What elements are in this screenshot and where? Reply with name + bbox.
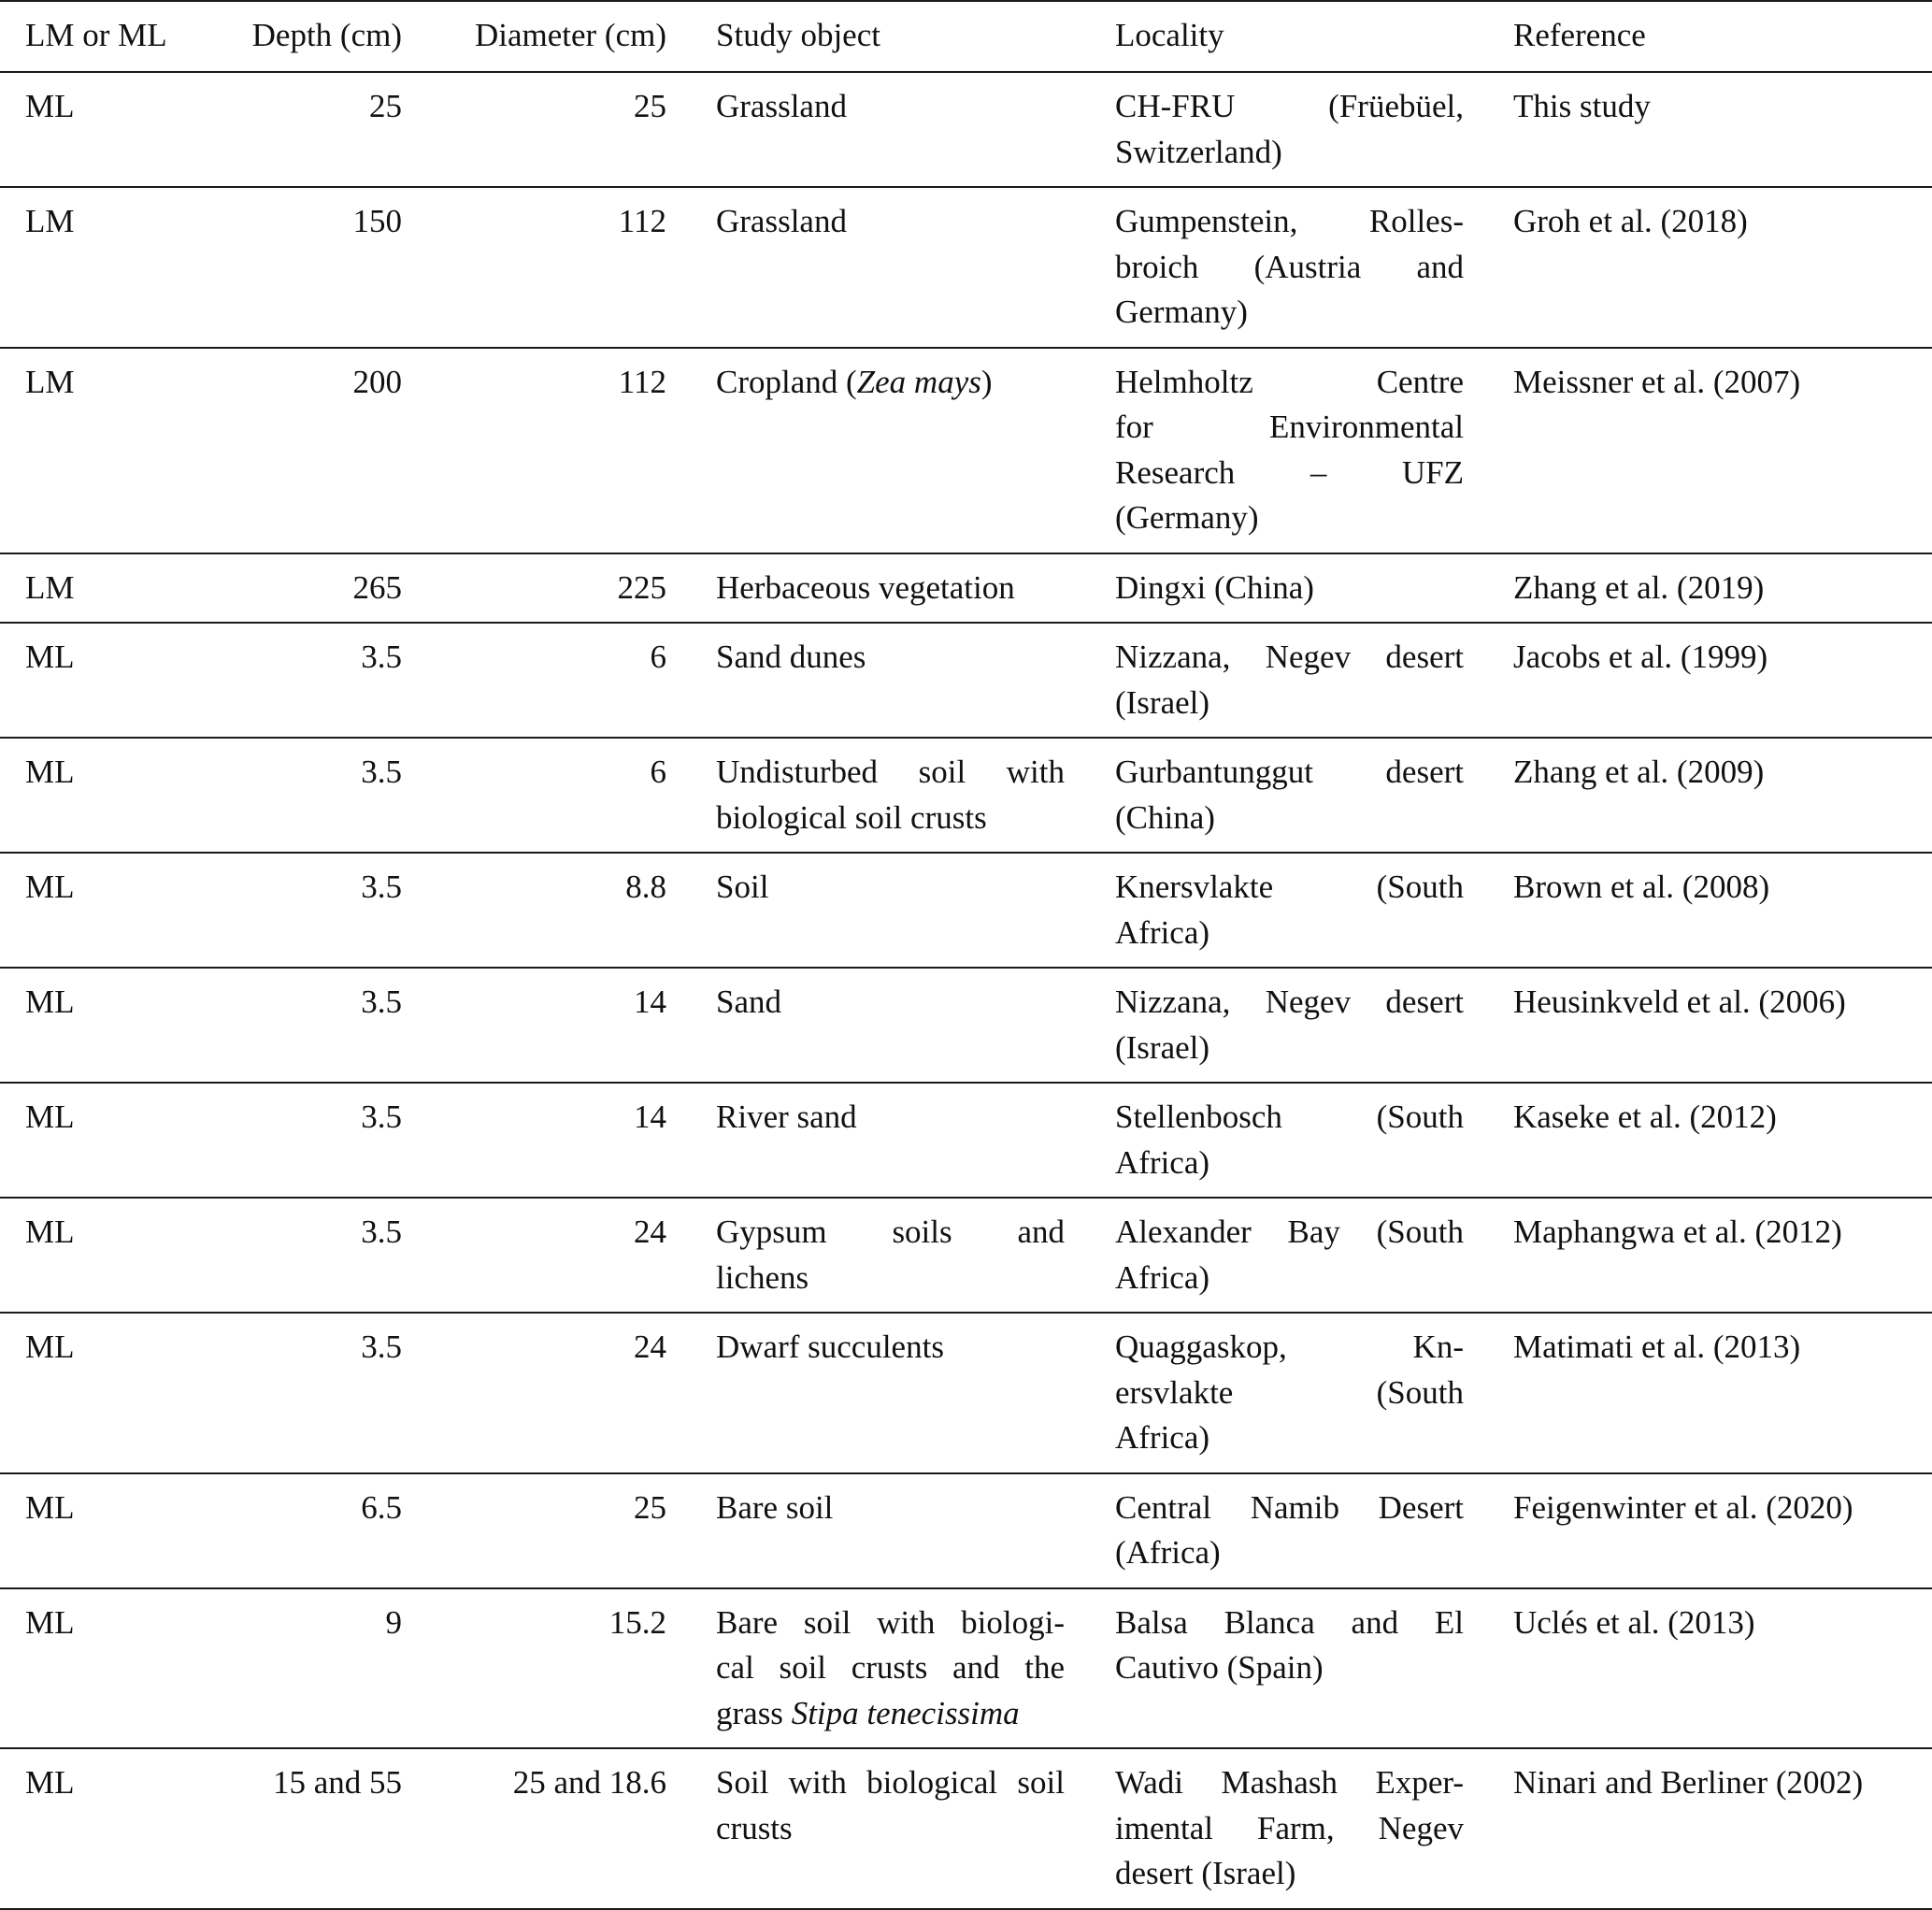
cell-type: LM [25, 568, 75, 606]
cell-study-object [716, 980, 1065, 1026]
locality-line: Dingxi (China) [1115, 568, 1314, 606]
study-object-line: Dwarf succulents [716, 1328, 944, 1365]
study-object-line: biological soil crusts [716, 798, 987, 836]
cell-study-object [716, 750, 1065, 840]
locality-line: Research – UFZ [1115, 453, 1464, 491]
cell-reference: Ninari and Berliner (2002) [1513, 1764, 1864, 1801]
species-name: Stipa tenecissima [791, 1694, 1020, 1731]
cell-locality [1115, 199, 1464, 336]
cell-type: ML [25, 1099, 75, 1135]
locality-line: Germany) [1115, 294, 1248, 330]
cell-type: ML [25, 754, 75, 790]
cell-diameter: 25 and 18.6 [512, 1764, 666, 1801]
cell-study-object [716, 360, 1065, 406]
locality-line: broich (Austria and [1115, 248, 1464, 285]
cell-diameter: 25 [634, 1488, 666, 1526]
study-object-line: Grassland [716, 203, 847, 239]
cell-type: ML [25, 88, 75, 124]
header-depth: Depth (cm) [251, 17, 402, 53]
cell-depth: 3.5 [361, 1099, 402, 1135]
cell-study-object [716, 566, 1065, 611]
cell-depth: 200 [352, 363, 402, 400]
cell-locality [1115, 865, 1464, 955]
cell-reference: This study [1513, 88, 1651, 124]
study-object-line [716, 360, 1065, 406]
locality-line: Cautivo (Spain) [1115, 1649, 1324, 1686]
table-row [0, 1589, 1932, 1748]
table-row [0, 739, 1932, 852]
cell-locality [1115, 750, 1464, 840]
cell-reference: Maphangwa et al. (2012) [1513, 1213, 1842, 1250]
locality-line: (Germany) [1115, 499, 1259, 536]
cell-depth: 3.5 [361, 869, 402, 905]
study-object-line: River sand [716, 1099, 857, 1135]
cell-type: ML [25, 984, 75, 1020]
header-lm-or-ml: LM or ML [25, 17, 167, 53]
locality-line: Africa) [1115, 1258, 1210, 1296]
cell-study-object [716, 1325, 1065, 1371]
cell-depth: 3.5 [361, 639, 402, 675]
cell-type: LM [25, 363, 75, 400]
table-row [0, 1474, 1932, 1587]
cell-depth: 25 [369, 88, 402, 124]
study-object-line: Soil [716, 869, 769, 905]
table-row [0, 1199, 1932, 1312]
cell-type: ML [25, 1213, 75, 1250]
cell-study-object [716, 1601, 1065, 1737]
locality-line: Quaggaskop, Kn- [1115, 1328, 1464, 1365]
cell-locality [1115, 1601, 1464, 1691]
cell-type: ML [25, 1603, 75, 1641]
cell-depth: 3.5 [361, 1328, 402, 1365]
cell-depth: 9 [385, 1603, 402, 1641]
cell-study-object [716, 1760, 1065, 1851]
study-object-line [716, 1691, 1065, 1737]
cell-study-object [716, 1486, 1065, 1531]
cell-type: LM [25, 203, 75, 239]
table-row [0, 73, 1932, 186]
study-object-line: cal soil crusts and the [716, 1649, 1065, 1686]
study-object-text: ) [980, 363, 993, 400]
cell-diameter: 225 [617, 568, 666, 606]
cell-diameter: 6 [650, 639, 666, 675]
cell-locality [1115, 84, 1464, 175]
table-row [0, 349, 1932, 553]
study-object-line: Sand dunes [716, 639, 866, 675]
study-object-line: Bare soil with biologi- [716, 1603, 1065, 1641]
bottom-rule [0, 1908, 1932, 1910]
cell-type: ML [25, 1764, 75, 1801]
locality-line: (China) [1115, 798, 1215, 836]
study-object-line: lichens [716, 1258, 809, 1296]
locality-line: Africa) [1115, 913, 1210, 951]
locality-line: CH-FRU (Früebüel, [1115, 88, 1464, 124]
cell-locality [1115, 635, 1464, 725]
cell-locality [1115, 1095, 1464, 1185]
cell-reference: Zhang et al. (2019) [1513, 568, 1765, 606]
table-row [0, 1084, 1932, 1197]
cell-reference: Kaseke et al. (2012) [1513, 1099, 1777, 1135]
table-row [0, 188, 1932, 347]
table-header-row [0, 2, 1932, 71]
locality-line: Knersvlakte (South [1115, 869, 1464, 905]
cell-study-object [716, 199, 1065, 245]
locality-line: (Israel) [1115, 683, 1210, 721]
locality-line: Nizzana, Negev desert [1115, 984, 1464, 1020]
cell-locality [1115, 360, 1464, 541]
locality-line: Africa) [1115, 1419, 1210, 1456]
cell-reference: Uclés et al. (2013) [1513, 1603, 1755, 1641]
study-object-line: Bare soil [716, 1488, 834, 1526]
header-study-object: Study object [716, 17, 880, 53]
study-object-line: Sand [716, 984, 781, 1020]
cell-depth: 265 [352, 568, 402, 606]
cell-diameter: 6 [650, 754, 666, 790]
study-object-text: grass [716, 1694, 792, 1731]
cell-reference: Brown et al. (2008) [1513, 869, 1770, 905]
cell-study-object [716, 84, 1065, 130]
cell-diameter: 25 [634, 88, 666, 124]
cell-depth: 3.5 [361, 1213, 402, 1250]
study-object-line: crusts [716, 1809, 793, 1846]
cell-reference: Groh et al. (2018) [1513, 203, 1748, 239]
locality-line: Gumpenstein, Rolles- [1115, 203, 1464, 239]
locality-line: imental Farm, Negev [1115, 1809, 1464, 1846]
cell-locality [1115, 1486, 1464, 1576]
cell-diameter: 14 [634, 984, 666, 1020]
cell-depth: 3.5 [361, 984, 402, 1020]
locality-line: for Environmental [1115, 409, 1464, 445]
cell-diameter: 15.2 [608, 1603, 666, 1641]
locality-line: Gurbantunggut desert [1115, 754, 1464, 790]
study-object-line: Gypsum soils and [716, 1213, 1065, 1250]
cell-type: ML [25, 1328, 75, 1365]
locality-line: Balsa Blanca and El [1115, 1603, 1464, 1641]
cell-depth: 15 and 55 [272, 1764, 402, 1801]
cell-diameter: 8.8 [625, 869, 666, 905]
locality-line: desert (Israel) [1115, 1855, 1296, 1891]
cell-type: ML [25, 1488, 75, 1526]
cell-diameter: 112 [618, 363, 666, 400]
cell-depth: 150 [352, 203, 402, 239]
cell-depth: 3.5 [361, 754, 402, 790]
study-object-line: Undisturbed soil with [716, 754, 1065, 790]
locality-line: Stellenbosch (South [1115, 1099, 1464, 1135]
table-row [0, 624, 1932, 737]
cell-type: ML [25, 869, 75, 905]
study-object-text: Cropland ( [716, 363, 857, 400]
cell-reference: Jacobs et al. (1999) [1513, 639, 1768, 675]
cell-diameter: 24 [634, 1328, 666, 1365]
locality-line: Alexander Bay (South [1115, 1213, 1464, 1250]
header-reference: Reference [1513, 17, 1646, 53]
cell-study-object [716, 635, 1065, 681]
cell-study-object [716, 1210, 1065, 1300]
cell-reference: Feigenwinter et al. (2020) [1513, 1488, 1853, 1526]
cell-locality [1115, 566, 1464, 611]
locality-line: (Israel) [1115, 1028, 1210, 1066]
cell-type: ML [25, 639, 75, 675]
cell-depth: 6.5 [361, 1488, 402, 1526]
table-row [0, 854, 1932, 967]
cell-reference: Matimati et al. (2013) [1513, 1328, 1801, 1365]
cell-locality [1115, 980, 1464, 1070]
cell-reference: Meissner et al. (2007) [1513, 363, 1801, 400]
locality-line: Helmholtz Centre [1115, 363, 1464, 400]
cell-locality [1115, 1210, 1464, 1300]
cell-diameter: 24 [634, 1213, 666, 1250]
cell-study-object [716, 865, 1065, 911]
cell-study-object [716, 1095, 1065, 1141]
cell-reference: Zhang et al. (2009) [1513, 754, 1765, 790]
table-row [0, 969, 1932, 1082]
header-diameter: Diameter (cm) [474, 17, 666, 53]
cell-reference: Heusinkveld et al. (2006) [1513, 984, 1846, 1020]
cell-locality [1115, 1760, 1464, 1897]
species-name: Zea mays [856, 363, 981, 400]
table-row [0, 554, 1932, 623]
locality-line: ersvlakte (South [1115, 1373, 1464, 1411]
study-object-line: Soil with biological soil [716, 1764, 1065, 1801]
study-object-line: Grassland [716, 88, 847, 124]
table-row [0, 1749, 1932, 1908]
locality-line: Central Namib Desert [1115, 1488, 1464, 1526]
cell-locality [1115, 1325, 1464, 1461]
locality-line: (Africa) [1115, 1534, 1221, 1571]
locality-line: Switzerland) [1115, 133, 1282, 170]
table-row [0, 1314, 1932, 1472]
locality-line: Nizzana, Negev desert [1115, 639, 1464, 675]
locality-line: Africa) [1115, 1143, 1210, 1181]
locality-line: Wadi Mashash Exper- [1115, 1764, 1464, 1801]
study-object-line: Herbaceous vegetation [716, 568, 1015, 606]
cell-diameter: 112 [618, 203, 666, 239]
cell-diameter: 14 [634, 1099, 666, 1135]
header-locality: Locality [1115, 17, 1224, 53]
